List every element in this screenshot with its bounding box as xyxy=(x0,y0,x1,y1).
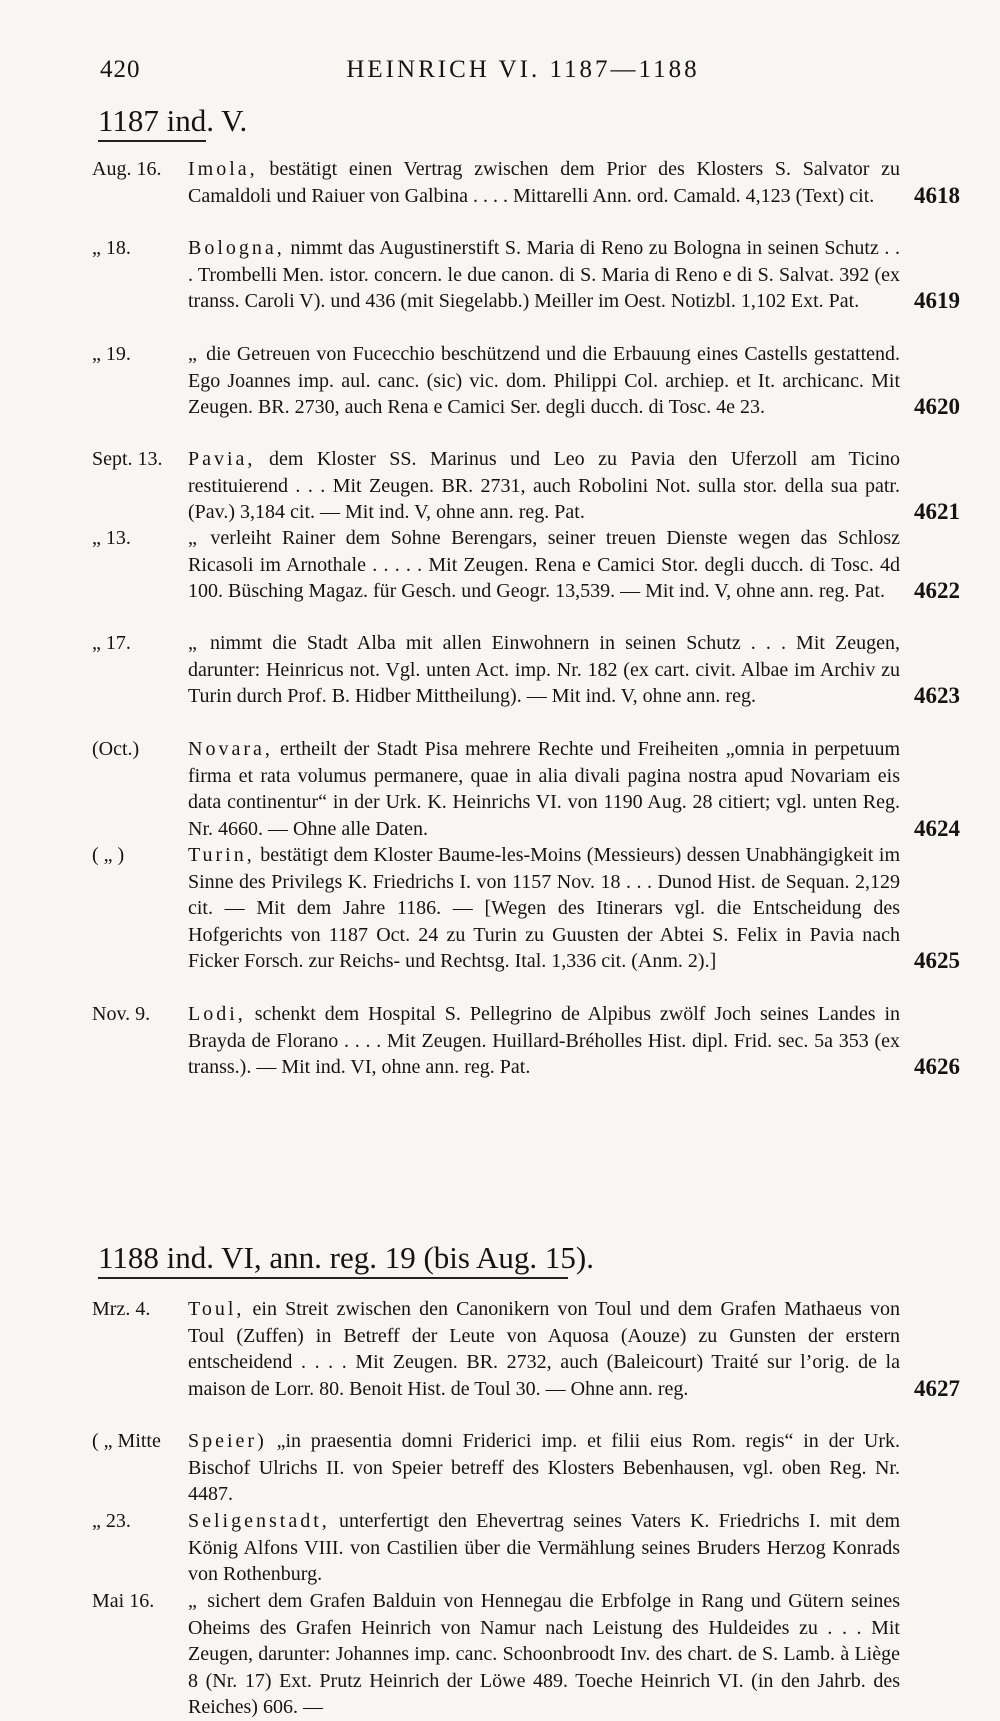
page-header xyxy=(88,52,958,92)
entry-text xyxy=(188,1296,900,1402)
entry-number: 4620 xyxy=(914,394,960,419)
entry-text xyxy=(188,341,900,421)
entry-number: 4625 xyxy=(914,948,960,973)
entry-number: 4627 xyxy=(914,1375,960,1401)
register-entry xyxy=(80,341,960,421)
entry-number: 4618 xyxy=(914,182,960,208)
entry-place: „ xyxy=(188,343,200,365)
entry-text xyxy=(188,736,900,842)
entry-body: ertheilt der Stadt Pisa mehrere Rechte und Freiheiten „omnia in perpetuum firma et rata volumus permanere, quae in alia divali pagina nostra apud Novariam eis data continentur“ in der Urk. K. Heinrichs VI. von 1190 Aug. 28 citiert; vgl. unten Reg. Nr. 4660. — Ohne alle Daten. xyxy=(188,738,901,840)
entry-body: nimmt die Stadt Alba mit allen Einwohnern in seinen Schutz . . . Mit Zeugen, darunter: Heinricus not. Vgl. unten Act. imp. Nr. 182 (ex cart. civit. Albae im Archiv zu Turin durch Prof. B. Hidber Mittheilung). — Mit ind. V, ohne ann. reg. xyxy=(188,632,900,707)
entry-text xyxy=(188,235,900,315)
register-entry xyxy=(80,525,960,605)
entry-date: Sept. 13. xyxy=(92,448,163,470)
entry-number: 4626 xyxy=(914,1054,960,1079)
register-entry xyxy=(80,1428,960,1508)
register-entry xyxy=(80,1296,960,1402)
entry-number: 4623 xyxy=(914,683,960,708)
entry-text xyxy=(188,1428,900,1508)
entry-body: verleiht Rainer dem Sohne Berengars, seiner treuen Dienste wegen das Schlosz Ricasoli im Arnothale . . . . . Mit Zeugen. Rena e Camici Stor. degli ducch. di Tosc. 4d 100. Büsching Magaz. für Gesch. und Geogr. 13,539. — Mit ind. V, ohne ann. reg. Pat. xyxy=(188,527,900,602)
section-heading-1188: 1188 ind. VI, ann. reg. 19 (bis Aug. 15). xyxy=(98,1240,594,1275)
register-entry xyxy=(80,1508,960,1588)
entry-date: Mrz. 4. xyxy=(92,1298,151,1320)
entry-place: Bologna, xyxy=(188,237,285,259)
entry-date: ( „ Mitte xyxy=(92,1430,161,1452)
entry-place: Seligenstadt, xyxy=(188,1510,330,1532)
entry-place: Speier) xyxy=(188,1430,267,1452)
register-entry xyxy=(80,1588,960,1721)
heading-rule xyxy=(98,140,206,142)
entry-place: Novara, xyxy=(188,738,273,760)
entry-date: Aug. 16. xyxy=(92,158,162,180)
register-entry xyxy=(80,1001,960,1081)
entry-body: unterfertigt den Ehevertrag seines Vaters K. Friedrichs I. mit dem König Alfons VIII. von Castilien über die Vermählung seines Bruders Herzog Konrads von Rothenburg. xyxy=(188,1510,900,1585)
entry-number: 4621 xyxy=(914,499,960,524)
entry-body: „in praesentia domni Friderici imp. et filii eius Rom. regis“ in der Urk. Bischof Ulrichs II. von Speier betreff des Klosters Bebenhausen, vgl. oben Reg. Nr. 4487. xyxy=(188,1430,901,1505)
entry-number: 4619 xyxy=(914,288,960,313)
entry-date: „ 17. xyxy=(92,632,131,654)
entry-text xyxy=(188,1001,900,1081)
entry-date: Nov. 9. xyxy=(92,1003,151,1025)
entry-text xyxy=(188,1588,900,1721)
entry-text xyxy=(188,446,900,526)
entry-place: Toul, xyxy=(188,1298,245,1320)
entry-date: „ 19. xyxy=(92,343,131,365)
register-entry xyxy=(80,235,960,315)
heading-rule xyxy=(98,1277,568,1279)
entry-number: 4624 xyxy=(914,815,960,841)
entry-body: schenkt dem Hospital S. Pellegrino de Alpibus zwölf Joch seines Landes in Brayda de Florano . . . . Mit Zeugen. Huillard-Bréholles Hist. dipl. Frid. sec. 5a 353 (ex transs.). — Mit ind. VI, ohne ann. reg. Pat. xyxy=(188,1003,901,1078)
register-entry xyxy=(80,630,960,710)
entry-place: Pavia, xyxy=(188,448,256,470)
entry-body: nimmt das Augustinerstift S. Maria di Reno zu Bologna in seinen Schutz . . . Trombelli Men. istor. concern. le due canon. di S. Maria di Reno e di S. Salvat. 392 (ex transs. Caroli V). und 436 (mit Siegelabb.) Meiller im Oest. Notizbl. 1,102 Ext. Pat. xyxy=(188,237,900,312)
entry-text xyxy=(188,525,900,605)
entry-date: (Oct.) xyxy=(92,738,140,760)
entry-body: bestätigt dem Kloster Baume-les-Moins (Messieurs) dessen Unabhängigkeit im Sinne des Privilegs K. Friedrichs I. von 1157 Nov. 18 . . . Dunod Hist. de Sequan. 2,129 cit. — Mit dem Jahre 1186. — [Wegen des Itinerars vgl. die Entscheidung des Hofgerichts von 1187 Oct. 24 zu Turin zu Guusten der Abtei S. Felix in Pavia nach Ficker Forsch. zur Reichs- und Rechtsg. Ital. 1,336 cit. (Anm. 2).] xyxy=(188,844,900,972)
entry-place: Turin, xyxy=(188,844,255,866)
entry-place: „ xyxy=(188,1590,200,1612)
entry-body: bestätigt einen Vertrag zwischen dem Prior des Klosters S. Salvator zu Camaldoli und Raiuer von Galbina . . . . Mittarelli Ann. ord. Camald. 4,123 (Text) cit. xyxy=(188,158,901,207)
entry-text xyxy=(188,842,900,975)
entry-number: 4622 xyxy=(914,578,960,603)
running-title: HEINRICH VI. 1187—1188 xyxy=(346,56,700,83)
entry-text xyxy=(188,1508,900,1588)
register-entry xyxy=(80,156,960,209)
entry-date: „ 18. xyxy=(92,237,131,259)
entry-body: ein Streit zwischen den Canonikern von Toul und dem Grafen Mathaeus von Toul (Zuffen) in Betreff der Leute von Aquosa (Aouze) zu Gunsten der erstern entscheidend . . . . Mit Zeugen. BR. 2732, auch (Baleicourt) Traité sur l’orig. de la maison de Lorr. 80. Benoit Hist. de Toul 30. — Ohne ann. reg. xyxy=(188,1298,901,1400)
entry-place: „ xyxy=(188,527,200,549)
entry-body: dem Kloster SS. Marinus und Leo zu Pavia den Uferzoll am Ticino restituierend . . . Mit Zeugen. BR. 2731, auch Robolini Not. sulla stor. della sua patr. (Pav.) 3,184 cit. — Mit ind. V, ohne ann. reg. Pat. xyxy=(188,448,900,523)
register-entry xyxy=(80,446,960,526)
section-heading-1187: 1187 ind. V. xyxy=(98,103,248,138)
page-number: 420 xyxy=(100,56,141,83)
entry-date: ( „ ) xyxy=(92,844,125,866)
register-entry xyxy=(80,842,960,975)
entry-text xyxy=(188,630,900,710)
entry-body: die Getreuen von Fucecchio beschützend und die Erbauung eines Castells gestattend. Ego Joannes imp. aul. canc. (sic) vic. dom. Philippi Col. archiep. et It. archicanc. Mit Zeugen. BR. 2730, auch Rena e Camici Ser. degli ducch. di Tosc. 4e 23. xyxy=(188,343,900,418)
entry-place: Lodi, xyxy=(188,1003,246,1025)
register-entry xyxy=(80,736,960,842)
entry-text xyxy=(188,156,900,209)
entry-date: „ 13. xyxy=(92,527,131,549)
entry-place: Imola, xyxy=(188,158,258,180)
entry-date: Mai 16. xyxy=(92,1590,155,1612)
entry-body: sichert dem Grafen Balduin von Hennegau die Erbfolge in Rang und Gütern seines Oheims des Grafen Heinrich von Namur nach Leistung des Huldeides zu . . . Mit Zeugen, darunter: Johannes imp. canc. Schoonbroodt Inv. des chart. de S. Lamb. à Liège 8 (Nr. 17) Ext. Prutz Heinrich der Löwe 489. Toeche Heinrich VI. (in den Jahrb. des Reiches) 606. — xyxy=(188,1590,900,1718)
entry-place: „ xyxy=(188,632,200,654)
entry-date: „ 23. xyxy=(92,1510,131,1532)
